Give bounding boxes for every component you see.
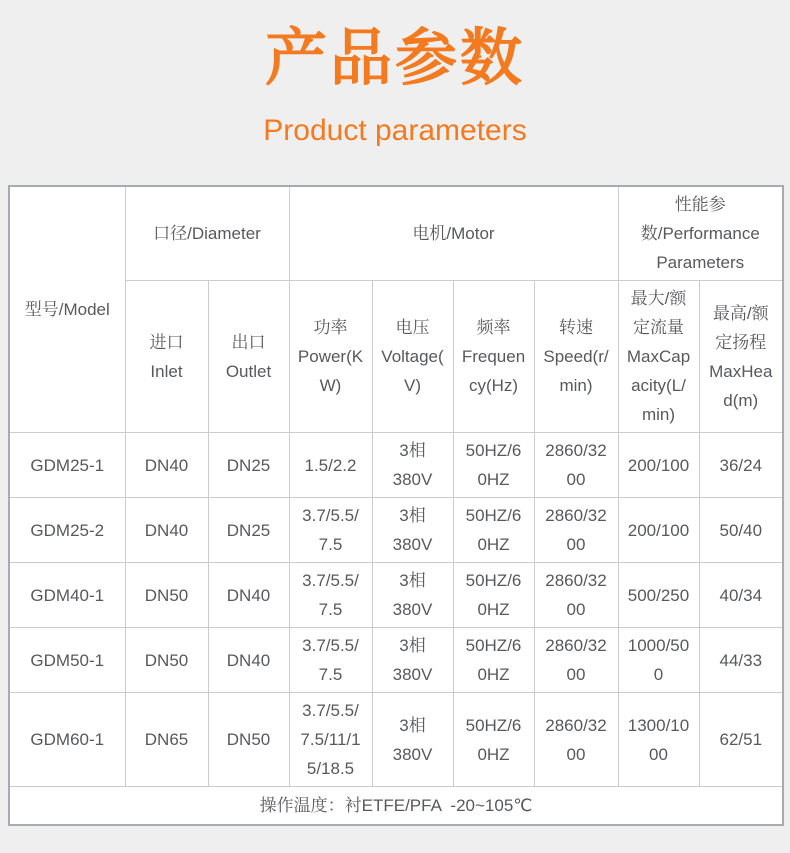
table-row <box>9 563 783 628</box>
cell-outlet: DN25 <box>208 433 289 498</box>
table-row <box>9 498 783 563</box>
header-performance-group: 性能参数/Performance Parameters <box>618 186 783 281</box>
cell-power: 3.7/5.5/7.5/11/15/18.5 <box>289 693 372 787</box>
header-outlet: 出口Outlet <box>208 281 289 433</box>
cell-frequency: 50HZ/60HZ <box>453 563 534 628</box>
header-sub-row <box>9 281 783 433</box>
cell-voltage: 3相380V <box>372 563 453 628</box>
cell-max-head: 40/34 <box>699 563 783 628</box>
header-max-head: 最高/额定扬程MaxHead(m) <box>699 281 783 433</box>
header-inlet: 进口Inlet <box>125 281 208 433</box>
cell-speed: 2860/3200 <box>534 433 618 498</box>
cell-speed: 2860/3200 <box>534 563 618 628</box>
cell-speed: 2860/3200 <box>534 693 618 787</box>
cell-max-head: 62/51 <box>699 693 783 787</box>
operating-temperature-note: 操作温度：衬ETFE/PFA -20~105℃ <box>9 787 783 825</box>
header-power: 功率Power(KW) <box>289 281 372 433</box>
table-row <box>9 628 783 693</box>
cell-max-capacity: 200/100 <box>618 498 699 563</box>
table-row <box>9 693 783 787</box>
cell-max-capacity: 1300/1000 <box>618 693 699 787</box>
cell-voltage: 3相380V <box>372 693 453 787</box>
page-subtitle: Product parameters <box>263 113 527 147</box>
cell-max-capacity: 500/250 <box>618 563 699 628</box>
header-speed: 转速Speed(r/min) <box>534 281 618 433</box>
header-motor-group: 电机/Motor <box>289 186 618 281</box>
cell-power: 3.7/5.5/7.5 <box>289 498 372 563</box>
cell-max-head: 50/40 <box>699 498 783 563</box>
cell-max-capacity: 1000/500 <box>618 628 699 693</box>
cell-outlet: DN50 <box>208 693 289 787</box>
parameters-table-container <box>8 185 782 826</box>
cell-outlet: DN40 <box>208 628 289 693</box>
cell-inlet: DN50 <box>125 563 208 628</box>
cell-speed: 2860/3200 <box>534 628 618 693</box>
cell-max-head: 36/24 <box>699 433 783 498</box>
header-model: 型号/Model <box>9 186 125 433</box>
cell-model: GDM25-2 <box>9 498 125 563</box>
cell-power: 3.7/5.5/7.5 <box>289 563 372 628</box>
cell-power: 3.7/5.5/7.5 <box>289 628 372 693</box>
cell-frequency: 50HZ/60HZ <box>453 433 534 498</box>
cell-outlet: DN40 <box>208 563 289 628</box>
cell-frequency: 50HZ/60HZ <box>453 628 534 693</box>
cell-outlet: DN25 <box>208 498 289 563</box>
header-diameter-group: 口径/Diameter <box>125 186 289 281</box>
header-voltage: 电压Voltage(V) <box>372 281 453 433</box>
cell-voltage: 3相380V <box>372 498 453 563</box>
cell-max-capacity: 200/100 <box>618 433 699 498</box>
cell-inlet: DN50 <box>125 628 208 693</box>
product-parameters-table <box>8 185 784 826</box>
footer-row <box>9 787 783 825</box>
cell-max-head: 44/33 <box>699 628 783 693</box>
cell-power: 1.5/2.2 <box>289 433 372 498</box>
cell-model: GDM25-1 <box>9 433 125 498</box>
cell-inlet: DN40 <box>125 433 208 498</box>
header-group-row <box>9 186 783 281</box>
cell-inlet: DN40 <box>125 498 208 563</box>
cell-frequency: 50HZ/60HZ <box>453 498 534 563</box>
cell-voltage: 3相380V <box>372 628 453 693</box>
header-frequency: 频率Frequency(Hz) <box>453 281 534 433</box>
cell-model: GDM40-1 <box>9 563 125 628</box>
cell-frequency: 50HZ/60HZ <box>453 693 534 787</box>
cell-speed: 2860/3200 <box>534 498 618 563</box>
header-max-capacity: 最大/额定流量MaxCapacity(L/min) <box>618 281 699 433</box>
page-title: 产品参数 <box>264 24 525 93</box>
cell-voltage: 3相380V <box>372 433 453 498</box>
cell-inlet: DN65 <box>125 693 208 787</box>
table-row <box>9 433 783 498</box>
cell-model: GDM60-1 <box>9 693 125 787</box>
cell-model: GDM50-1 <box>9 628 125 693</box>
